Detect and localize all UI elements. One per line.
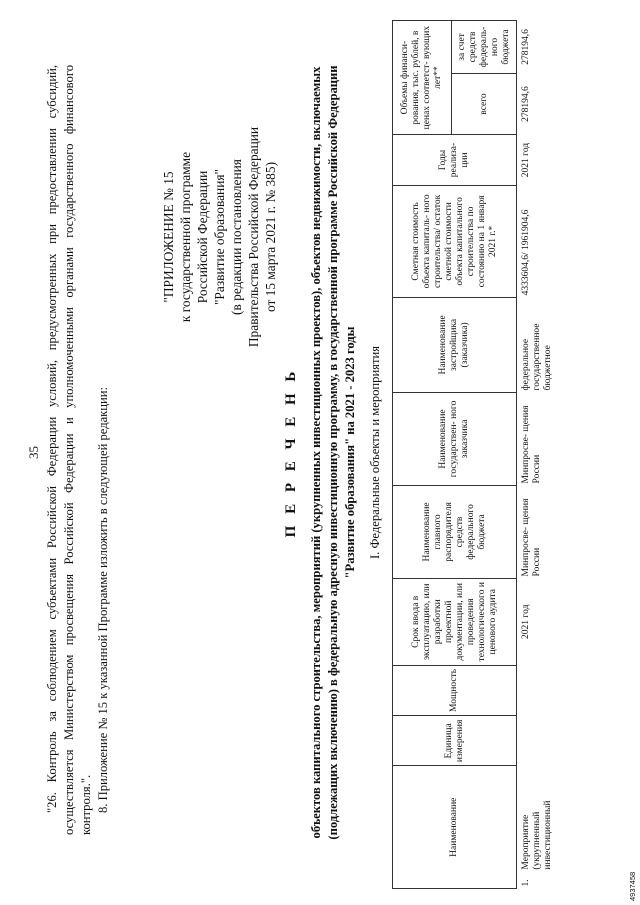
header-state-customer: Наименование государствен- ного заказчика bbox=[393, 392, 517, 485]
appendix-line-4: "Развитие образования" bbox=[212, 168, 227, 306]
header-years: Годы реализа- ции bbox=[393, 135, 517, 186]
paragraph-text: "26. Контроль за соблюдением субъектами Российской Федерации условий, предусмотренных при предоставлении субсидий, осуществляется Министерством просвещения Российской Федерации и уполномоченными органами государственного финансового контроля.". bbox=[45, 65, 93, 835]
row-name: Мероприятие (укрупненный инвестиционный bbox=[521, 800, 553, 870]
header-federal: за счет средств федераль- ного бюджета bbox=[452, 21, 517, 74]
row-unit bbox=[517, 716, 556, 766]
appendix-line-2: к государственной программе bbox=[178, 151, 193, 323]
appendix-line-6: Правительства Российской Федерации bbox=[246, 126, 261, 348]
document-id: 4937458 bbox=[628, 871, 637, 901]
row-years: 2021 год bbox=[521, 142, 531, 178]
header-deadline: Срок ввода в эксплуатацию, или разработки проектной документации, или проведения технологического и ценового аудита bbox=[393, 578, 517, 665]
appendix-line-7: от 15 марта 2021 г. № 385) bbox=[263, 161, 278, 313]
header-funding: Объемы финанси- рования, тыс. рублей, в ценах соответст- вующих лет** bbox=[393, 21, 452, 135]
row-state-customer: Минпросве- щения России bbox=[521, 405, 542, 484]
appendix-line-5: (в редакции постановления bbox=[229, 159, 244, 315]
row-capacity bbox=[517, 665, 556, 716]
header-estimated-cost: Сметная стоимость объекта капиталь- ного строительства/ остаток сметной стоимости объекта капитального строительства по состоянию на 1 января 2021 г.* bbox=[393, 185, 517, 297]
header-total: всего bbox=[452, 73, 517, 134]
row-federal: 278194,6 bbox=[521, 29, 531, 65]
header-main-manager: Наименование главного распорядителя средств федерального бюджета bbox=[393, 485, 517, 578]
document-title bbox=[283, 0, 359, 905]
header-unit: Единица измерения bbox=[393, 716, 517, 766]
row-developer: федеральное государственное бюджетное bbox=[521, 323, 553, 391]
appendix-line-1: "ПРИЛОЖЕНИЕ № 15 bbox=[161, 171, 176, 303]
paragraph-26 bbox=[44, 65, 112, 835]
header-name: Наименование bbox=[393, 766, 517, 889]
row-estimated-cost: 4333604,6/ 1961904,6 bbox=[521, 209, 531, 296]
appendix-line-3: Российской Федерации bbox=[195, 170, 210, 304]
row-deadline: 2021 год bbox=[521, 604, 531, 639]
item-8-text: 8. Приложение № 15 к указанной Программе изложить в следующей редакции: bbox=[96, 386, 110, 813]
section-title: I. Федеральные объекты и мероприятия bbox=[368, 345, 382, 560]
row-number: 1. bbox=[521, 879, 531, 887]
title-heading: П Е Р Е Ч Е Н Ь bbox=[283, 367, 299, 538]
row-total: 278194,6 bbox=[521, 86, 531, 122]
table-row bbox=[517, 21, 556, 889]
appendix-header bbox=[160, 37, 279, 437]
header-capacity: Мощность bbox=[393, 665, 517, 716]
page-number: 35 bbox=[26, 446, 41, 459]
header-developer: Наименование застройщика (заказчика) bbox=[393, 297, 517, 392]
row-main-manager: Минпросве- щения России bbox=[521, 498, 542, 577]
title-body: объектов капитального строительства, мероприятий (укрупненных инвестиционных проектов), объектов недвижимости, включаемых (подлежащих включению) в федеральную адресную инвестиционную программу, в государственной программе Российской Федерации "Развитие образования" на 2021 - 2023 годы bbox=[309, 65, 357, 840]
objects-table bbox=[392, 20, 555, 889]
